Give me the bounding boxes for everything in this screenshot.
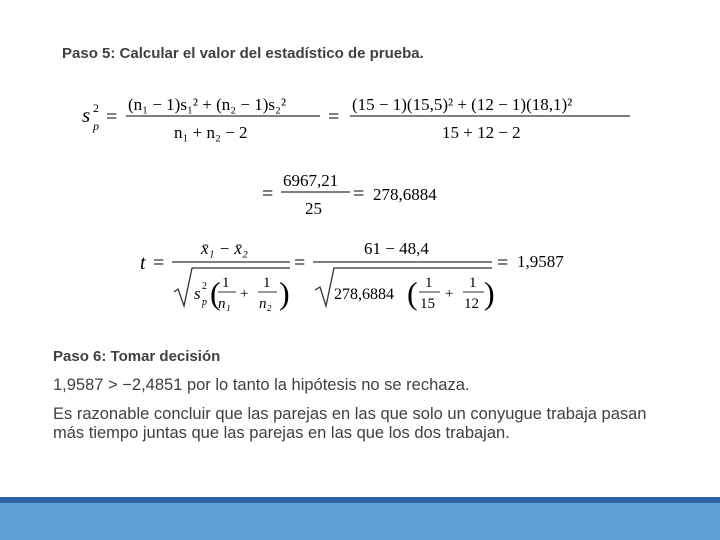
equals-sign-7: = [497,252,509,274]
equals-sign-4: = [353,183,365,205]
equals-sign-2: = [328,106,340,128]
sp-denominator-symbolic: n₁ + n₂ − 2 [174,123,248,142]
sp-numerator-2: 6967,21 [283,171,339,190]
paren-open-2: ( [407,275,418,311]
sp-numerator-numeric: (15 − 1)(15,5)² + (12 − 1)(18,1)² [352,95,573,114]
t-numerator-numeric: 61 − 48,4 [364,239,429,258]
sp-lhs-sub: p [93,119,99,133]
paren-close-1: ) [279,275,290,311]
one-over-12-num: 1 [469,275,477,291]
one-over-n1-den: n₁ [218,296,231,312]
one-over-n2-num: 1 [263,275,271,291]
t-denominator-s-sup: 2 [202,281,207,292]
plus-sign-2: + [445,286,454,302]
step5-title: Paso 5: Calcular el valor del estadístico de prueba. [62,45,424,62]
decision-line: 1,9587 > −2,4851 por lo tanto la hipótesis no se rechaza. [53,376,470,394]
t-denominator-coef: 278,6884 [334,286,394,303]
paren-open-1: ( [210,275,221,311]
equals-sign-1: = [106,106,118,128]
one-over-n1-num: 1 [222,275,230,291]
equals-sign-6: = [294,252,306,274]
one-over-12-den: 12 [464,296,479,312]
step6-title: Paso 6: Tomar decisión [53,348,221,365]
footer-bar-light [0,503,720,540]
t-lhs: t [140,252,146,274]
t-result: 1,9587 [517,252,564,271]
one-over-n2-den: n₂ [259,296,272,312]
t-denominator-s: s [194,284,201,303]
plus-sign-1: + [240,286,249,302]
t-numerator-symbolic: x̄₁ − x̄₂ [201,239,248,258]
sp-denominator-numeric: 15 + 12 − 2 [442,123,521,142]
paren-close-2: ) [484,275,495,311]
conclusion-text: Es razonable concluir que las parejas en las que solo un conyugue trabaja pasan más tiempo juntas que las parejas en las que los dos trabajan. [53,405,647,442]
sp-lhs: s [82,103,91,127]
sqrt-sign-1 [174,268,290,306]
one-over-15-num: 1 [425,275,433,291]
sp-lhs-sup: 2 [93,101,99,115]
equals-sign-3: = [262,183,274,205]
one-over-15-den: 15 [420,296,435,312]
equals-sign-5: = [153,252,165,274]
t-statistic-formula [0,232,720,322]
t-denominator-s-sub: p [202,297,207,308]
sp-numerator-symbolic: (n₁ − 1)s₁² + (n₂ − 1)s₂² [128,95,287,114]
sp-result: 278,6884 [373,185,437,204]
sp-denominator-2: 25 [305,199,322,218]
